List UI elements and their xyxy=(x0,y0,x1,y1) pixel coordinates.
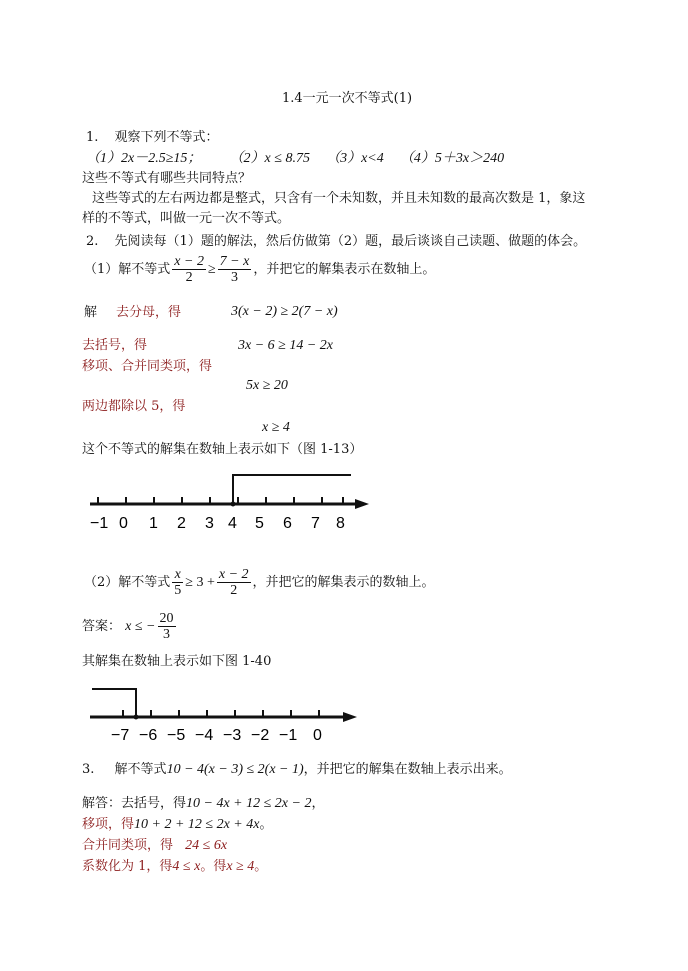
q3-a4-expr2: x ≥ 4 xyxy=(226,859,255,874)
q2-p1-rhs-den: 3 xyxy=(230,270,238,285)
q2-answer-fraction xyxy=(158,611,176,642)
q2-step4-expr: x ≥ 4 xyxy=(262,420,290,435)
q2-answer-lhs: x ≤ − xyxy=(125,619,156,634)
axis-2-solution-point xyxy=(134,715,139,720)
q2-text: 先阅读每（1）题的解法，然后仿做第（2）题，最后谈谈自己读题、做题的体会。 xyxy=(114,234,587,249)
q3-a1-end: ， xyxy=(311,796,325,811)
q3-answer-line-3 xyxy=(82,837,227,855)
q2-answer-num: 20 xyxy=(159,611,174,626)
axis-2-label-neg5: −5 xyxy=(167,727,186,744)
q3-a2-expr: 10 + 2 + 12 ≤ 2x + 4x xyxy=(134,817,260,832)
axis-2-label-0: 0 xyxy=(313,727,322,744)
q2-problem-2 xyxy=(84,564,435,602)
axis-1-arrow xyxy=(355,499,369,509)
q3-header xyxy=(82,761,512,779)
q2-answer xyxy=(82,608,178,646)
q2-number: 2. xyxy=(86,234,99,249)
q2-problem-1 xyxy=(84,252,435,288)
number-line-2 xyxy=(85,680,365,746)
q2-p1-suffix: ，并把它的解集表示在数轴上。 xyxy=(253,262,436,277)
q2-answer-label: 答案： xyxy=(82,619,122,634)
q2-p1-relation: ≥ xyxy=(207,262,216,277)
q2-p1-lhs-den: 2 xyxy=(185,270,193,285)
q2-answer-den: 3 xyxy=(163,627,171,642)
q2-p1-lhs-num: x − 2 xyxy=(174,254,204,269)
q2-figure-caption: 这个不等式的解集在数轴上表示如下（图 1-13） xyxy=(82,442,363,457)
axis-2-label-neg6: −6 xyxy=(139,727,158,744)
axis-2-solution-marker xyxy=(92,689,136,717)
q1-ineq-4: （4）5＋3x＞240 xyxy=(399,151,505,166)
axis-1-label-neg1: −1 xyxy=(90,515,109,532)
q2-p1-prefix: （1）解不等式 xyxy=(84,262,171,277)
q2-p2-lhs-den: 5 xyxy=(174,583,182,598)
q1-ineq-2: （2）x ≤ 8.75 xyxy=(229,151,310,166)
q1-ineq-3: （3）x<4 xyxy=(326,151,384,166)
q2-p1-rhs-fraction xyxy=(218,254,252,285)
q1-answer-line-1: 这些等式的左右两边都是整式，只含有一个未知数，并且未知数的最高次数是 1，象这 xyxy=(92,191,586,206)
q3-text-expr: 10 − 4(x − 3) ≤ 2(x − 1) xyxy=(166,762,304,777)
axis-1-label-1: 1 xyxy=(149,515,158,532)
axis-2-label-neg1: −1 xyxy=(279,727,298,744)
q3-a4-expr1: 4 ≤ x xyxy=(172,859,201,874)
q1-inequalities xyxy=(86,150,504,168)
q2-p2-lhs-num: x xyxy=(172,567,183,583)
axis-1-label-2: 2 xyxy=(177,515,186,532)
axis-2-label-neg3: −3 xyxy=(223,727,242,744)
q3-a1-label: 解答：去括号，得 xyxy=(82,796,187,811)
axis-2-label-neg2: −2 xyxy=(251,727,270,744)
axis-1-solution-marker xyxy=(233,475,351,504)
q3-a4-label: 系数化为 1，得 xyxy=(82,859,173,874)
q2-p2-lhs-fraction xyxy=(172,567,183,598)
q2-p2-rhs-num: x − 2 xyxy=(218,567,249,582)
q3-a2-label: 移项，得 xyxy=(82,817,135,832)
axis-1-label-0: 0 xyxy=(119,515,128,532)
q2-p2-suffix: ，并把它的解集表示的数轴上。 xyxy=(252,575,435,590)
q2-p2-rhs-fraction xyxy=(217,567,251,598)
axis-2-label-neg4: −4 xyxy=(195,727,214,744)
q3-number: 3. xyxy=(82,762,95,777)
q3-text-suffix: ，并把它的解集在数轴上表示出来。 xyxy=(303,762,512,777)
axis-1-label-6: 6 xyxy=(283,515,292,532)
number-line-1 xyxy=(85,468,375,536)
axis-2-label-neg7: −7 xyxy=(111,727,130,744)
q2-step3-expr: 5x ≥ 20 xyxy=(246,378,288,393)
q3-a4-mid: 。得 xyxy=(200,859,227,874)
axis-1-label-3: 3 xyxy=(205,515,214,532)
q3-answer-line-4 xyxy=(82,858,267,876)
q2-solution-label: 解 xyxy=(84,305,98,320)
q3-text-prefix: 解不等式 xyxy=(114,762,167,777)
q3-a1-expr: 10 − 4x + 12 ≤ 2x − 2 xyxy=(186,796,312,811)
q2-step2-expr: 3x − 6 ≥ 14 − 2x xyxy=(238,338,334,353)
q3-a3-expr: 24 ≤ 6x xyxy=(185,838,228,853)
axis-1-label-4: 4 xyxy=(228,515,237,532)
q1-text: 观察下列不等式： xyxy=(114,130,219,145)
q3-a3-label: 合并同类项，得 xyxy=(82,838,174,853)
q1-number: 1. xyxy=(86,130,99,145)
q2-p2-mid: ≥ 3 + xyxy=(185,575,215,590)
q3-a2-end: 。 xyxy=(259,817,273,832)
axis-1-label-5: 5 xyxy=(255,515,264,532)
axis-1-label-7: 7 xyxy=(311,515,320,532)
q1-ineq-1: （1）2x－2.5≥15； xyxy=(86,151,202,166)
axis-1-solution-point xyxy=(231,502,236,507)
q2-step1-expr: 3(x − 2) ≥ 2(7 − x) xyxy=(231,304,338,319)
q3-a4-end: 。 xyxy=(254,859,268,874)
page-title: 1.4一元一次不等式(1) xyxy=(282,91,413,106)
axis-1-label-8: 8 xyxy=(336,515,345,532)
q2-step2-label: 去括号，得 xyxy=(82,338,148,353)
q3-answer-line-1 xyxy=(82,795,324,813)
q1-header xyxy=(86,129,219,147)
q3-answer-line-2 xyxy=(82,816,272,834)
q2-figure2-caption: 其解集在数轴上表示如下图 1-40 xyxy=(82,654,272,669)
q2-p1-rhs-num: 7 − x xyxy=(219,254,250,269)
q2-p1-lhs-fraction xyxy=(172,254,206,285)
q1-answer-line-2: 样的不等式，叫做一元一次不等式。 xyxy=(82,211,291,226)
q2-header xyxy=(86,233,586,251)
q2-p2-rhs-den: 2 xyxy=(230,583,238,598)
axis-2-arrow xyxy=(343,712,357,722)
q2-step1-label: 去分母，得 xyxy=(116,305,182,320)
q2-step3-label: 移项、合并同类项，得 xyxy=(82,359,213,374)
q1-question: 这些不等式有哪些共同特点？ xyxy=(82,171,252,186)
q2-p2-prefix: （2）解不等式 xyxy=(84,575,171,590)
q2-step4-label: 两边都除以 5，得 xyxy=(82,399,186,414)
